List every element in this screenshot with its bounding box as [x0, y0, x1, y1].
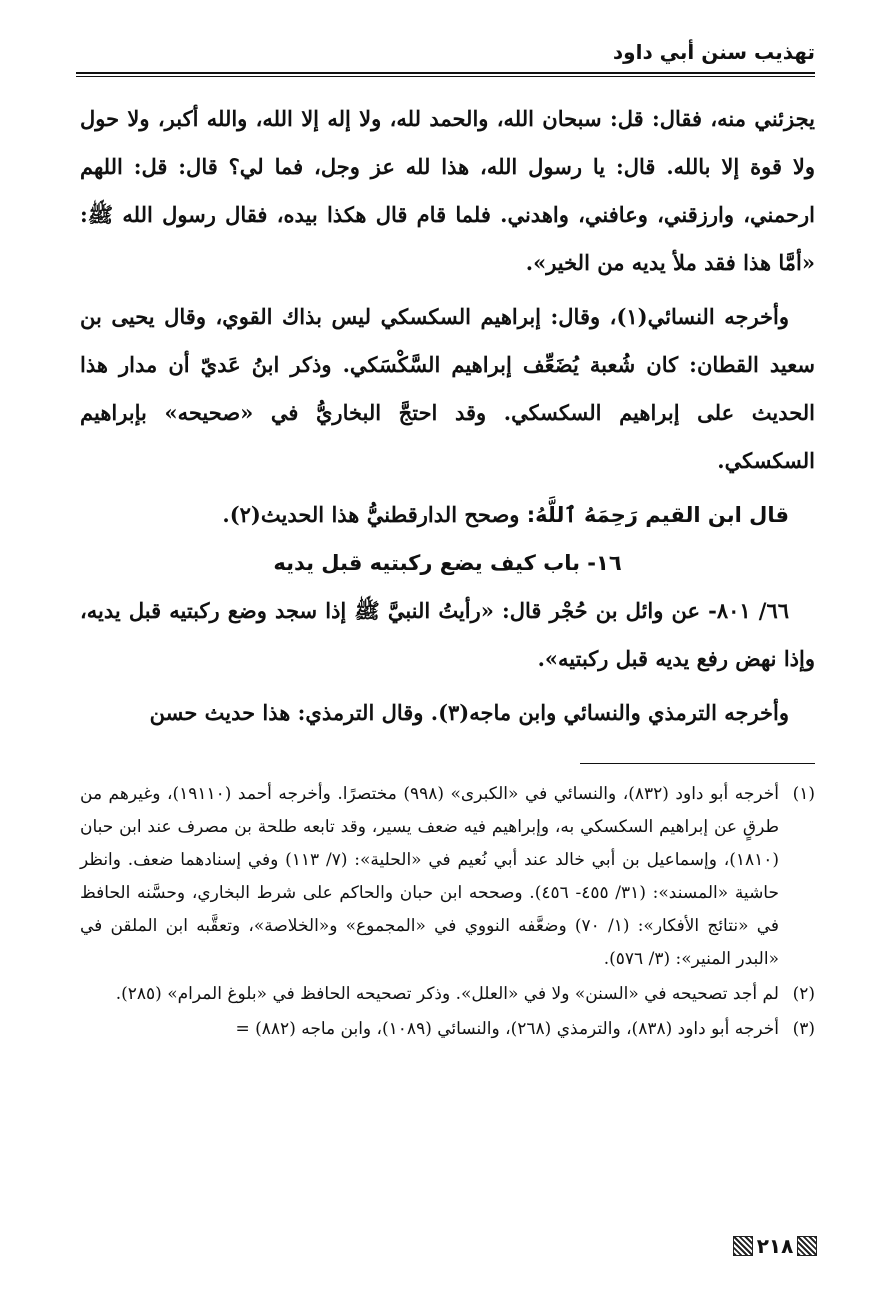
footnote-number: (٢)	[792, 984, 815, 1004]
ibn-qayyim-text: وصحح الدارقطنيُّ هذا الحديث(٢).	[222, 502, 520, 527]
footnote-1	[80, 778, 815, 976]
chapter-title: ١٦- باب كيف يضع ركبتيه قبل يديه	[273, 551, 622, 575]
footnote-number: (٣)	[792, 1019, 815, 1039]
paragraph-hadith-continuation: يجزئني منه، فقال: قل: سبحان الله، والحمد لله، ولا إله إلا الله، والله أكبر، ولا حول ولا قوة إلا بالله. قال: يا رسول الله، هذا لله عز وجل، فما لي؟ قال: قل: اللهم ارحمني، وارزقني، وعافني، واهدني. فلما قام قال هكذا بيده، فقال رسول الله ﷺ: «أمَّا هذا فقد ملأ يديه من الخير».	[80, 106, 815, 275]
header-rule-thin	[76, 76, 815, 77]
ornament-icon	[797, 1236, 817, 1256]
footnotes	[80, 778, 815, 1048]
footnote-text: أخرجه أبو داود (٨٣٨)، والترمذي (٢٦٨)، والنسائي (١٠٨٩)، وابن ماجه (٨٨٢) =	[235, 1019, 779, 1039]
footnote-separator	[580, 763, 815, 764]
running-title: تهذيب سنن أبي داود	[612, 40, 815, 64]
paragraph-ibn-qayyim	[80, 491, 815, 539]
page-number-block	[720, 1232, 830, 1260]
footnote-number: (١)	[792, 784, 815, 804]
page-number: ٢١٨	[756, 1234, 794, 1258]
ornament-icon	[733, 1236, 753, 1256]
main-text	[80, 95, 815, 737]
footnote-2	[80, 978, 815, 1011]
header-rule	[76, 72, 815, 74]
footnote-text: أخرجه أبو داود (٨٣٢)، والنسائي في «الكبرى» (٩٩٨) مختصرًا. وأخرجه أحمد (١٩١١٠)، وغيرهم من طرقٍ عن إبراهيم السكسكي به، وإبراهيم فيه ضعف يسير، وقد تابعه طلحة بن مصرف عند ابن حبان (١٨١٠)، وإسماعيل بن أبي خالد عند أبي نُعيم في «الحلية»: (٧/ ١١٣) وفي إسنادهما ضعف. وانظر حاشية «المسند»: (٣١/ ٤٥٥- ٤٥٦). وصححه ابن حبان والحاكم على شرط البخاري، وحسَّنه الحافظ في «نتائج الأفكار»: (١/ ٧٠) وضعَّفه النووي في «المجموع» و«الخلاصة»، وتعقَّبه ابن الملقن في «البدر المنير»: (٣/ ٥٧٦).	[80, 784, 779, 969]
footnote-3	[80, 1013, 815, 1046]
paragraph-takhrij: وأخرجه النسائي(١)، وقال: إبراهيم السكسكي ليس بذاك القوي، وقال يحيى بن سعيد القطان: كان شُعبة يُضَعِّف إبراهيم السَّكْسَكي. وذكر ابنُ عَديّ أن مدار هذا الحديث على إبراهيم السكسكي. وقد احتجَّ البخاريُّ في «صحيحه» بإبراهيم السكسكي.	[80, 304, 815, 473]
ibn-qayyim-label: قال ابن القيم رَحِمَهُ ٱللَّهُ:	[526, 503, 789, 527]
footnote-text: لم أجد تصحيحه في «السنن» ولا في «العلل». وذكر تصحيحه الحافظ في «بلوغ المرام» (٢٨٥).	[115, 984, 779, 1004]
paragraph-tirmidhi: وأخرجه الترمذي والنسائي وابن ماجه(٣). وقال الترمذي: هذا حديث حسن	[149, 700, 789, 725]
paragraph-hadith-wail: ٦٦/ ٨٠١- عن وائل بن حُجْر قال: «رأيتُ النبيَّ ﷺ إذا سجد وضع ركبتيه قبل يديه، وإذا نهض رفع يديه قبل ركبتيه».	[80, 598, 815, 671]
